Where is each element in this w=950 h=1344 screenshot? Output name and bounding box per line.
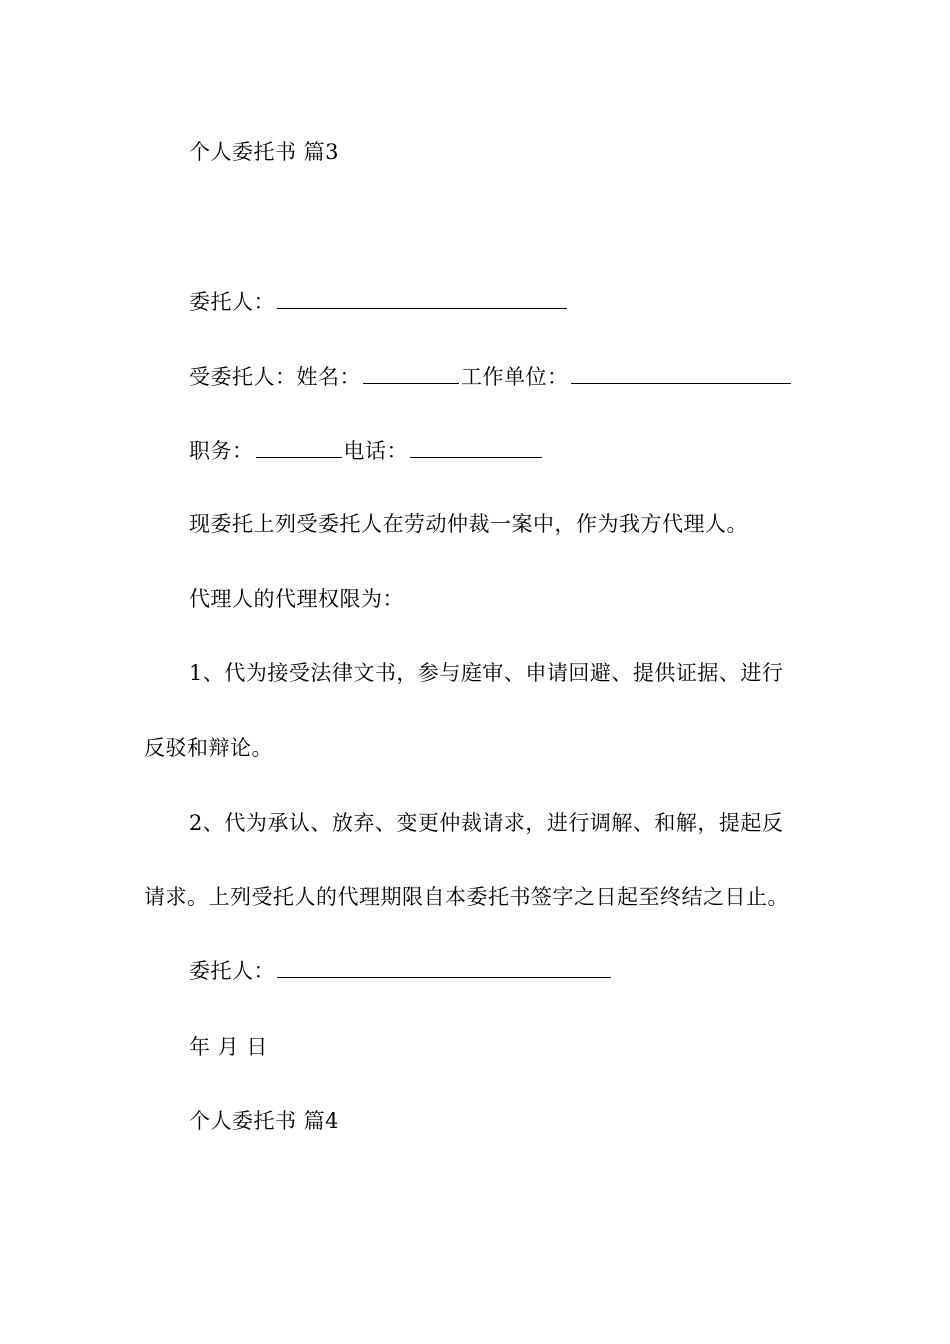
authority-intro: 代理人的代理权限为： (189, 587, 404, 611)
signature-blank[interactable] (277, 959, 611, 978)
phone-label: 电话： (343, 439, 408, 463)
date-line: 年 月 日 (189, 1035, 268, 1059)
authority-item-1-line-1: 1、代为接受法律文书，参与庭审、申请回避、提供证据、进行 (189, 661, 784, 685)
principal-line (189, 287, 569, 317)
signature-line (189, 956, 613, 986)
phone-blank[interactable] (410, 439, 542, 458)
entrust-statement: 现委托上列受委托人在劳动仲裁一案中，作为我方代理人。 (189, 512, 748, 536)
principal-label: 委托人： (189, 290, 275, 314)
agent-line (189, 362, 793, 392)
position-label: 职务： (189, 439, 254, 463)
position-phone-line (189, 436, 544, 466)
agent-name-label: 受委托人：姓名： (189, 365, 361, 389)
authority-item-1-line-2: 反驳和辩论。 (144, 736, 273, 760)
work-unit-blank[interactable] (571, 365, 791, 384)
authority-item-2-line-2: 请求。上列受托人的代理期限自本委托书签字之日起至终结之日止。 (144, 885, 789, 909)
section-heading-3: 个人委托书 篇3 (189, 140, 340, 164)
agent-name-blank[interactable] (363, 365, 459, 384)
work-unit-label: 工作单位： (461, 365, 569, 389)
authority-item-2-line-1: 2、代为承认、放弃、变更仲裁请求，进行调解、和解，提起反 (189, 811, 784, 835)
principal-blank[interactable] (277, 290, 567, 309)
section-heading-4: 个人委托书 篇4 (189, 1109, 340, 1133)
signature-label: 委托人： (189, 959, 275, 983)
position-blank[interactable] (256, 439, 342, 458)
